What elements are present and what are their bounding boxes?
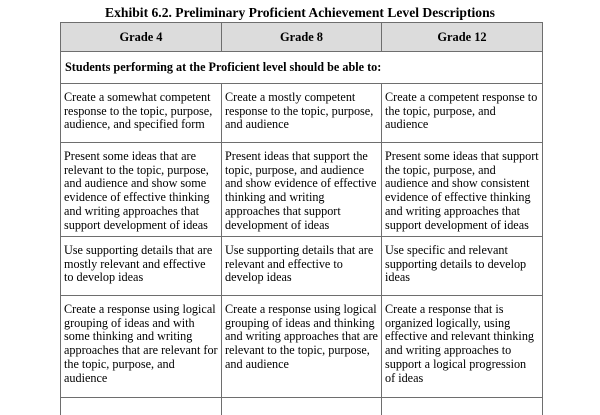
intro-text: Students performing at the Proficient level should be able to: <box>61 52 543 84</box>
table-row <box>61 84 543 143</box>
header-grade-4: Grade 4 <box>61 23 222 52</box>
table-cell: Present some ideas that are relevant to the topic, purpose, and audience and show some evidence of effective thinking and writing approaches that support development of ideas <box>61 143 222 237</box>
table-row <box>61 296 543 398</box>
table-cell: Create a response that is organized logically, using effective and relevant thinking and writing approaches to support a logical progression of ideas <box>382 296 543 398</box>
header-row <box>61 23 543 52</box>
intro-row <box>61 52 543 84</box>
table-cell: Create a competent response to the topic, purpose, and audience <box>382 84 543 143</box>
table-cell: Present some ideas that support the topic, purpose, and audience and show consistent evidence of effective thinking and writing approaches that support development of ideas <box>382 143 543 237</box>
table-cell: Present ideas that support the topic, purpose, and audience and show evidence of effective thinking and writing approaches that support development of ideas <box>222 143 382 237</box>
table-cell: Create a mostly competent response to the topic, purpose, and audience <box>222 84 382 143</box>
table-cell: Use specific and relevant supporting details to develop ideas <box>382 237 543 296</box>
table-cell: Create a somewhat competent response to the topic, purpose, audience, and specified form <box>61 84 222 143</box>
table-cell <box>222 398 382 415</box>
achievement-level-table <box>60 22 543 415</box>
table-row <box>61 143 543 237</box>
table-row-cut-off <box>61 398 543 415</box>
header-grade-8: Grade 8 <box>222 23 382 52</box>
table-row <box>61 237 543 296</box>
exhibit-title: Exhibit 6.2. Preliminary Proficient Achievement Level Descriptions <box>105 5 495 20</box>
table-cell <box>61 398 222 415</box>
table-cell: Create a response using logical grouping of ideas and with some thinking and writing approaches that are relevant for the topic, purpose, and audience <box>61 296 222 398</box>
table-cell <box>382 398 543 415</box>
header-grade-12: Grade 12 <box>382 23 543 52</box>
table-cell: Use supporting details that are relevant and effective to develop ideas <box>222 237 382 296</box>
table-cell: Create a response using logical grouping of ideas and thinking and writing approaches that are relevant to the topic, purpose, and audience <box>222 296 382 398</box>
table-cell: Use supporting details that are mostly relevant and effective to develop ideas <box>61 237 222 296</box>
